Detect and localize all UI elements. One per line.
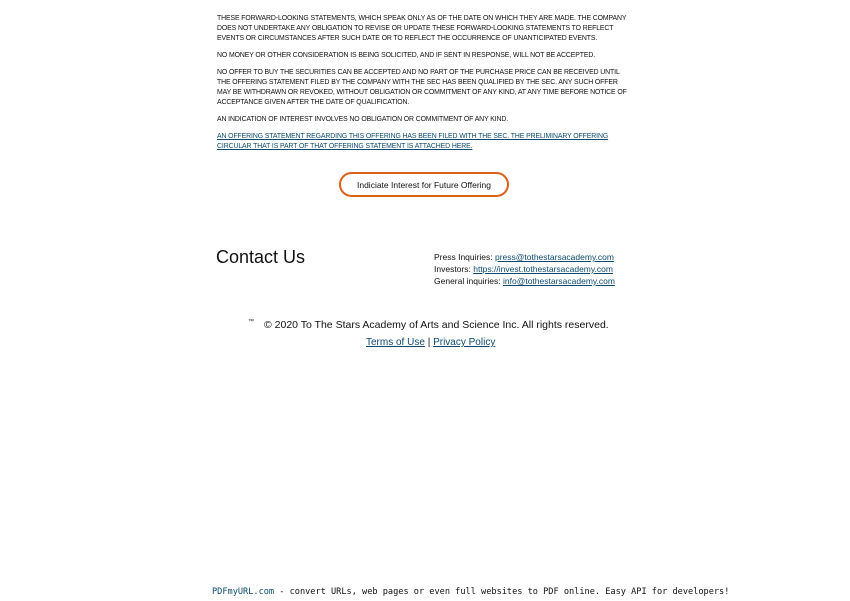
indication-paragraph: AN INDICATION OF INTEREST INVOLVES NO OBLIGATION OR COMMITMENT OF ANY KIND. bbox=[217, 116, 509, 123]
offering-statement-paragraph bbox=[217, 132, 632, 152]
privacy-policy-link[interactable]: Privacy Policy bbox=[433, 337, 496, 348]
footer-links bbox=[366, 337, 495, 348]
general-row bbox=[434, 275, 615, 287]
no-offer-paragraph: NO OFFER TO BUY THE SECURITIES CAN BE ACCEPTED AND NO PART OF THE PURCHASE PRICE CAN BE RECEIVED UNTIL THE OFFERING STATEMENT FILED BY THE COMPANY WITH THE SEC HAS BEEN QUALIFIED BY THE SEC. ANY SUCH OFFER MAY BE WITHDRAWN OR REVOKED, WITHOUT OBLIGATION OR COMMITMENT OF ANY KIND, AT ANY TIME BEFORE NOTICE OF ACCEPTANCE GIVEN AFTER THE DATE OF QUALIFICATION. bbox=[217, 69, 627, 106]
pdfmyurl-footer bbox=[212, 587, 729, 597]
investors-label: Investors: bbox=[434, 264, 471, 274]
investors-link[interactable]: https://invest.tothestarsacademy.com bbox=[473, 264, 613, 274]
trademark-mark: ™ bbox=[248, 319, 254, 325]
offering-statement-link[interactable]: AN OFFERING STATEMENT REGARDING THIS OFFERING HAS BEEN FILED WITH THE SEC. THE PRELIMINARY OFFERING CIRCULAR THAT IS PART OF THAT OFFERING STATEMENT IS ATTACHED HERE. bbox=[217, 133, 609, 150]
general-email-link[interactable]: info@tothestarsacademy.com bbox=[503, 276, 615, 286]
pdfmyurl-link[interactable]: PDFmyURL.com bbox=[212, 587, 275, 597]
legal-disclaimer bbox=[217, 14, 632, 159]
pdfmyurl-text: - convert URLs, web pages or even full websites to PDF online. Easy API for developers! bbox=[274, 587, 730, 597]
contact-list bbox=[434, 251, 615, 287]
copyright-text: © 2020 To The Stars Academy of Arts and Science Inc. All rights reserved. bbox=[264, 319, 609, 331]
no-money-paragraph: NO MONEY OR OTHER CONSIDERATION IS BEING SOLICITED, AND IF SENT IN RESPONSE, WILL NOT BE ACCEPTED. bbox=[217, 52, 596, 59]
press-row bbox=[434, 251, 615, 263]
investors-row bbox=[434, 263, 615, 275]
footer-separator: | bbox=[427, 337, 431, 348]
press-label: Press Inquiries: bbox=[434, 252, 493, 262]
forward-looking-paragraph: THESE FORWARD-LOOKING STATEMENTS, WHICH SPEAK ONLY AS OF THE DATE ON WHICH THEY ARE MADE. THE COMPANY DOES NOT UNDERTAKE ANY OBLIGATION TO REVISE OR UPDATE THESE FORWARD-LOOKING STATEMENTS TO REFLECT EVENTS OR CIRCUMSTANCES AFTER SUCH DATE OR TO REFLECT THE OCCURRENCE OF UNANTICIPATED EVENTS. bbox=[217, 15, 627, 42]
terms-of-use-link[interactable]: Terms of Use bbox=[366, 337, 425, 348]
contact-title: Contact Us bbox=[216, 247, 306, 267]
general-label: General inquiries: bbox=[434, 276, 501, 286]
indicate-interest-button[interactable]: Indiciate Interest for Future Offering bbox=[339, 172, 509, 197]
press-email-link[interactable]: press@tothestarsacademy.com bbox=[494, 252, 614, 262]
